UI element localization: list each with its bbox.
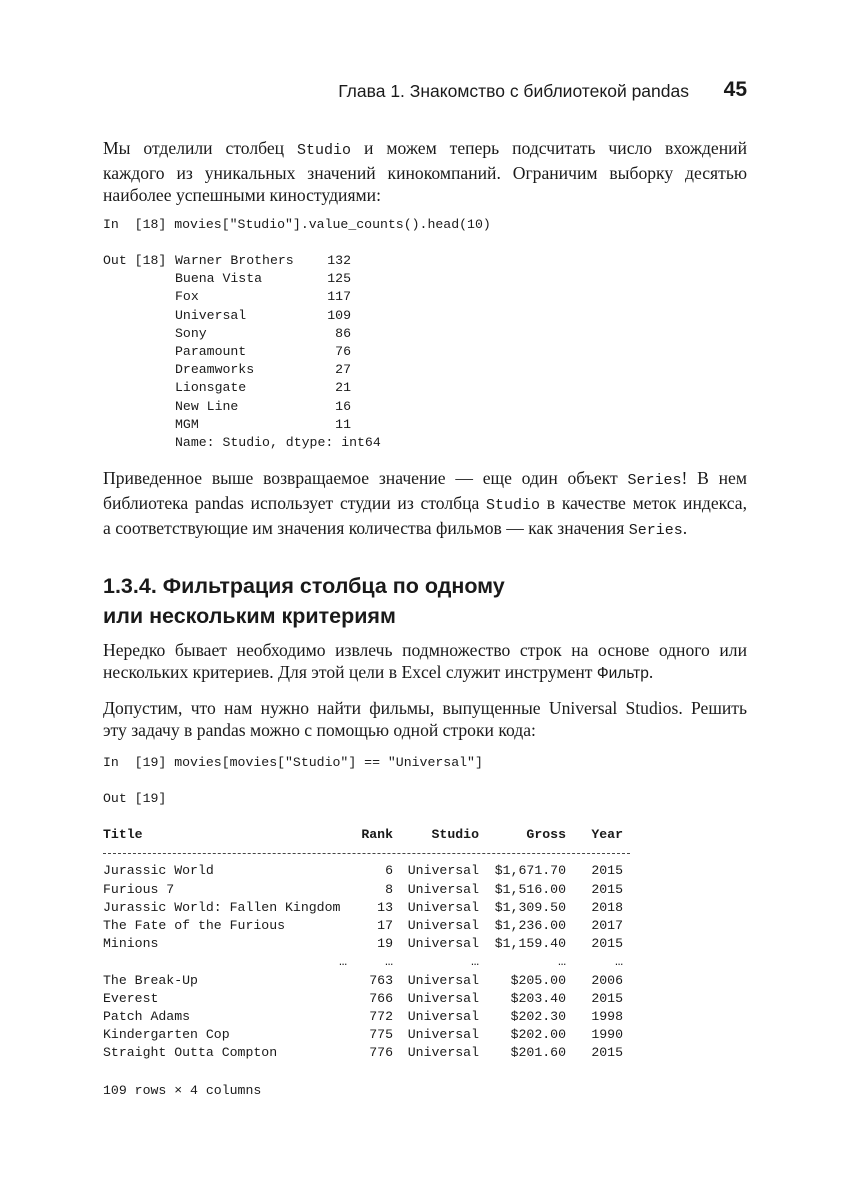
table-row	[103, 862, 623, 880]
cell-gross: $1,159.40	[494, 936, 566, 952]
studio-name: Universal	[175, 307, 247, 323]
inline-code: Studio	[297, 142, 352, 159]
cell-title: Minions	[103, 936, 159, 952]
header-separator	[103, 844, 623, 862]
cell-rank: 763	[369, 972, 393, 988]
indent	[103, 434, 175, 452]
text-fragment: Мы отделили столбец	[103, 138, 298, 158]
value-counts-row	[103, 252, 381, 270]
value-counts-row	[103, 343, 381, 361]
cell-year: 2006	[591, 972, 623, 988]
paragraph-filter-intro	[103, 639, 747, 685]
value-counts-rows	[103, 252, 381, 434]
cell-title: Furious 7	[103, 881, 175, 897]
cell-studio: Universal	[407, 936, 479, 952]
studio-name: Dreamworks	[175, 362, 255, 378]
dataframe-shape-note: 109 rows × 4 columns	[103, 1083, 262, 1098]
ellipsis-cell: …	[385, 954, 393, 970]
cell-title: Straight Outta Compton	[103, 1045, 278, 1061]
value-counts-row	[103, 307, 381, 325]
value-counts-row	[103, 325, 381, 343]
paragraph-universal-example	[103, 697, 747, 741]
cell-rank: 17	[377, 917, 393, 933]
movie-count: 27	[335, 362, 351, 378]
inline-code: Series	[628, 522, 683, 539]
indent	[103, 270, 175, 288]
table-row	[103, 881, 623, 899]
table-row	[103, 990, 623, 1008]
series-footer: Name: Studio, dtype: int64	[175, 434, 381, 450]
ellipsis-cell: …	[339, 954, 347, 970]
text-fragment: в качестве меток индекса,	[540, 493, 747, 513]
indent	[103, 325, 175, 343]
cell-year: 1998	[591, 1008, 623, 1024]
cell-title: Jurassic World	[103, 863, 214, 879]
inline-ui-term: Фильтр	[596, 665, 649, 682]
movie-count: 21	[335, 380, 351, 396]
table-row	[103, 899, 623, 917]
dataframe-output	[103, 826, 623, 1062]
column-header-year: Year	[591, 827, 623, 842]
value-counts-output	[103, 252, 381, 452]
cell-rank: 6	[385, 863, 393, 879]
indent	[103, 288, 175, 306]
cell-studio: Universal	[407, 972, 479, 988]
cell-gross: $1,516.00	[494, 881, 566, 897]
code-output-19-label: Out [19]	[103, 791, 167, 806]
text-line: каждого из уникальных значений кинокомпаний. Ограничим выборку десятью	[103, 163, 747, 183]
cell-studio: Universal	[407, 863, 479, 879]
cell-gross: $202.30	[510, 1008, 566, 1024]
page-number: 45	[723, 78, 747, 101]
chapter-title: Глава 1. Знакомство с библиотекой pandas	[338, 81, 689, 101]
indent	[103, 379, 175, 397]
paragraph-series-explanation	[103, 467, 747, 542]
section-heading	[103, 571, 747, 631]
heading-line: 1.3.4. Фильтрация столбца по одному	[103, 574, 505, 598]
value-counts-row	[103, 288, 381, 306]
cell-title: Jurassic World: Fallen Kingdom	[103, 899, 341, 915]
ellipsis-row	[103, 953, 623, 971]
indent	[103, 416, 175, 434]
dataframe-rows-bottom	[103, 972, 623, 1063]
value-counts-row	[103, 398, 381, 416]
ellipsis-cell: …	[471, 954, 479, 970]
text-fragment: ! В нем	[681, 468, 747, 488]
movie-count: 117	[327, 289, 351, 305]
code-input-18: In [18] movies["Studio"].value_counts().head(10)	[103, 217, 491, 232]
cell-year: 2018	[591, 899, 623, 915]
paragraph-studio-intro	[103, 137, 747, 206]
indent	[103, 361, 175, 379]
cell-year: 2017	[591, 917, 623, 933]
text-line	[103, 517, 747, 542]
value-counts-footer-row	[103, 434, 381, 452]
heading-line: или нескольким критериям	[103, 604, 396, 628]
text-fragment: библиотека pandas использует студии из столбца	[103, 493, 487, 513]
inline-code: Series	[627, 472, 682, 489]
ellipsis-cell: …	[615, 954, 623, 970]
text-fragment: и можем теперь подсчитать число вхождений	[351, 138, 747, 158]
value-counts-row	[103, 361, 381, 379]
table-row	[103, 1008, 623, 1026]
cell-studio: Universal	[407, 881, 479, 897]
movie-count: 76	[335, 343, 351, 359]
text-fragment: Приведенное выше возвращаемое значение — еще один объект	[103, 468, 628, 488]
table-row	[103, 1044, 623, 1062]
cell-gross: $1,309.50	[494, 899, 566, 915]
cell-studio: Universal	[407, 917, 479, 933]
cell-gross: $202.00	[510, 1027, 566, 1043]
cell-year: 1990	[591, 1027, 623, 1043]
ellipsis-cell: …	[558, 954, 566, 970]
column-header-gross: Gross	[526, 827, 566, 842]
movie-count: 11	[335, 416, 351, 432]
studio-name: Paramount	[175, 343, 247, 359]
cell-studio: Universal	[407, 1008, 479, 1024]
column-header-title: Title	[103, 827, 143, 842]
cell-gross: $205.00	[510, 972, 566, 988]
cell-year: 2015	[591, 881, 623, 897]
studio-name: Buena Vista	[175, 271, 263, 287]
studio-name: Warner Brothers	[175, 253, 294, 268]
cell-rank: 776	[369, 1045, 393, 1061]
cell-rank: 775	[369, 1027, 393, 1043]
cell-gross: $1,671.70	[494, 863, 566, 879]
cell-gross: $203.40	[510, 990, 566, 1006]
cell-year: 2015	[591, 1045, 623, 1061]
cell-gross: $201.60	[510, 1045, 566, 1061]
studio-name: MGM	[175, 416, 199, 432]
table-row	[103, 935, 623, 953]
text-line	[103, 137, 747, 162]
cell-title: Patch Adams	[103, 1008, 191, 1024]
table-row	[103, 917, 623, 935]
dataframe-header-row	[103, 826, 623, 844]
cell-gross: $1,236.00	[494, 917, 566, 933]
cell-rank: 772	[369, 1008, 393, 1024]
indent	[103, 343, 175, 361]
text-line: эту задачу в pandas можно с помощью одной строки кода:	[103, 720, 536, 740]
movie-count: 16	[335, 398, 351, 414]
running-head	[103, 78, 747, 104]
movie-count: 86	[335, 325, 351, 341]
cell-rank: 8	[385, 881, 393, 897]
indent	[103, 307, 175, 325]
movie-count: 132	[327, 253, 351, 268]
text-line	[103, 661, 747, 685]
column-header-studio: Studio	[431, 827, 479, 842]
dataframe-rows-top	[103, 862, 623, 953]
cell-year: 2015	[591, 936, 623, 952]
indent	[103, 398, 175, 416]
cell-title: The Break-Up	[103, 972, 198, 988]
code-input-19: In [19] movies[movies["Studio"] == "Universal"]	[103, 755, 483, 770]
cell-title: Kindergarten Cop	[103, 1027, 230, 1043]
cell-title: Everest	[103, 990, 159, 1006]
text-line	[103, 467, 747, 492]
cell-title: The Fate of the Furious	[103, 917, 286, 933]
text-fragment: нескольких критериев. Для этой цели в Excel служит инструмент	[103, 662, 597, 682]
table-row	[103, 1026, 623, 1044]
cell-rank: 13	[377, 899, 393, 915]
value-counts-row	[103, 416, 381, 434]
inline-code: Studio	[486, 497, 541, 514]
text-line: Нередко бывает необходимо извлечь подмножество строк на основе одного или	[103, 640, 747, 660]
studio-name: Sony	[175, 325, 207, 341]
text-fragment: а соответствующие им значения количества фильмов — как значения	[103, 518, 629, 538]
cell-year: 2015	[591, 863, 623, 879]
cell-rank: 766	[369, 990, 393, 1006]
text-line: Допустим, что нам нужно найти фильмы, выпущенные Universal Studios. Решить	[103, 698, 747, 718]
cell-year: 2015	[591, 990, 623, 1006]
studio-name: New Line	[175, 398, 239, 414]
movie-count: 109	[327, 307, 351, 323]
value-counts-row	[103, 379, 381, 397]
studio-name: Fox	[175, 289, 199, 305]
studio-name: Lionsgate	[175, 380, 247, 396]
cell-studio: Universal	[407, 899, 479, 915]
cell-studio: Universal	[407, 1045, 479, 1061]
out-prompt: Out [18]	[103, 253, 167, 268]
value-counts-row	[103, 270, 381, 288]
text-fragment: .	[648, 662, 654, 682]
table-row	[103, 972, 623, 990]
column-header-rank: Rank	[361, 827, 393, 842]
text-line: наиболее успешными киностудиями:	[103, 185, 381, 205]
cell-studio: Universal	[407, 1027, 479, 1043]
dashed-rule	[103, 853, 630, 854]
text-line	[103, 492, 747, 517]
text-fragment: .	[682, 518, 688, 538]
cell-rank: 19	[377, 936, 393, 952]
cell-studio: Universal	[407, 990, 479, 1006]
movie-count: 125	[327, 271, 351, 287]
